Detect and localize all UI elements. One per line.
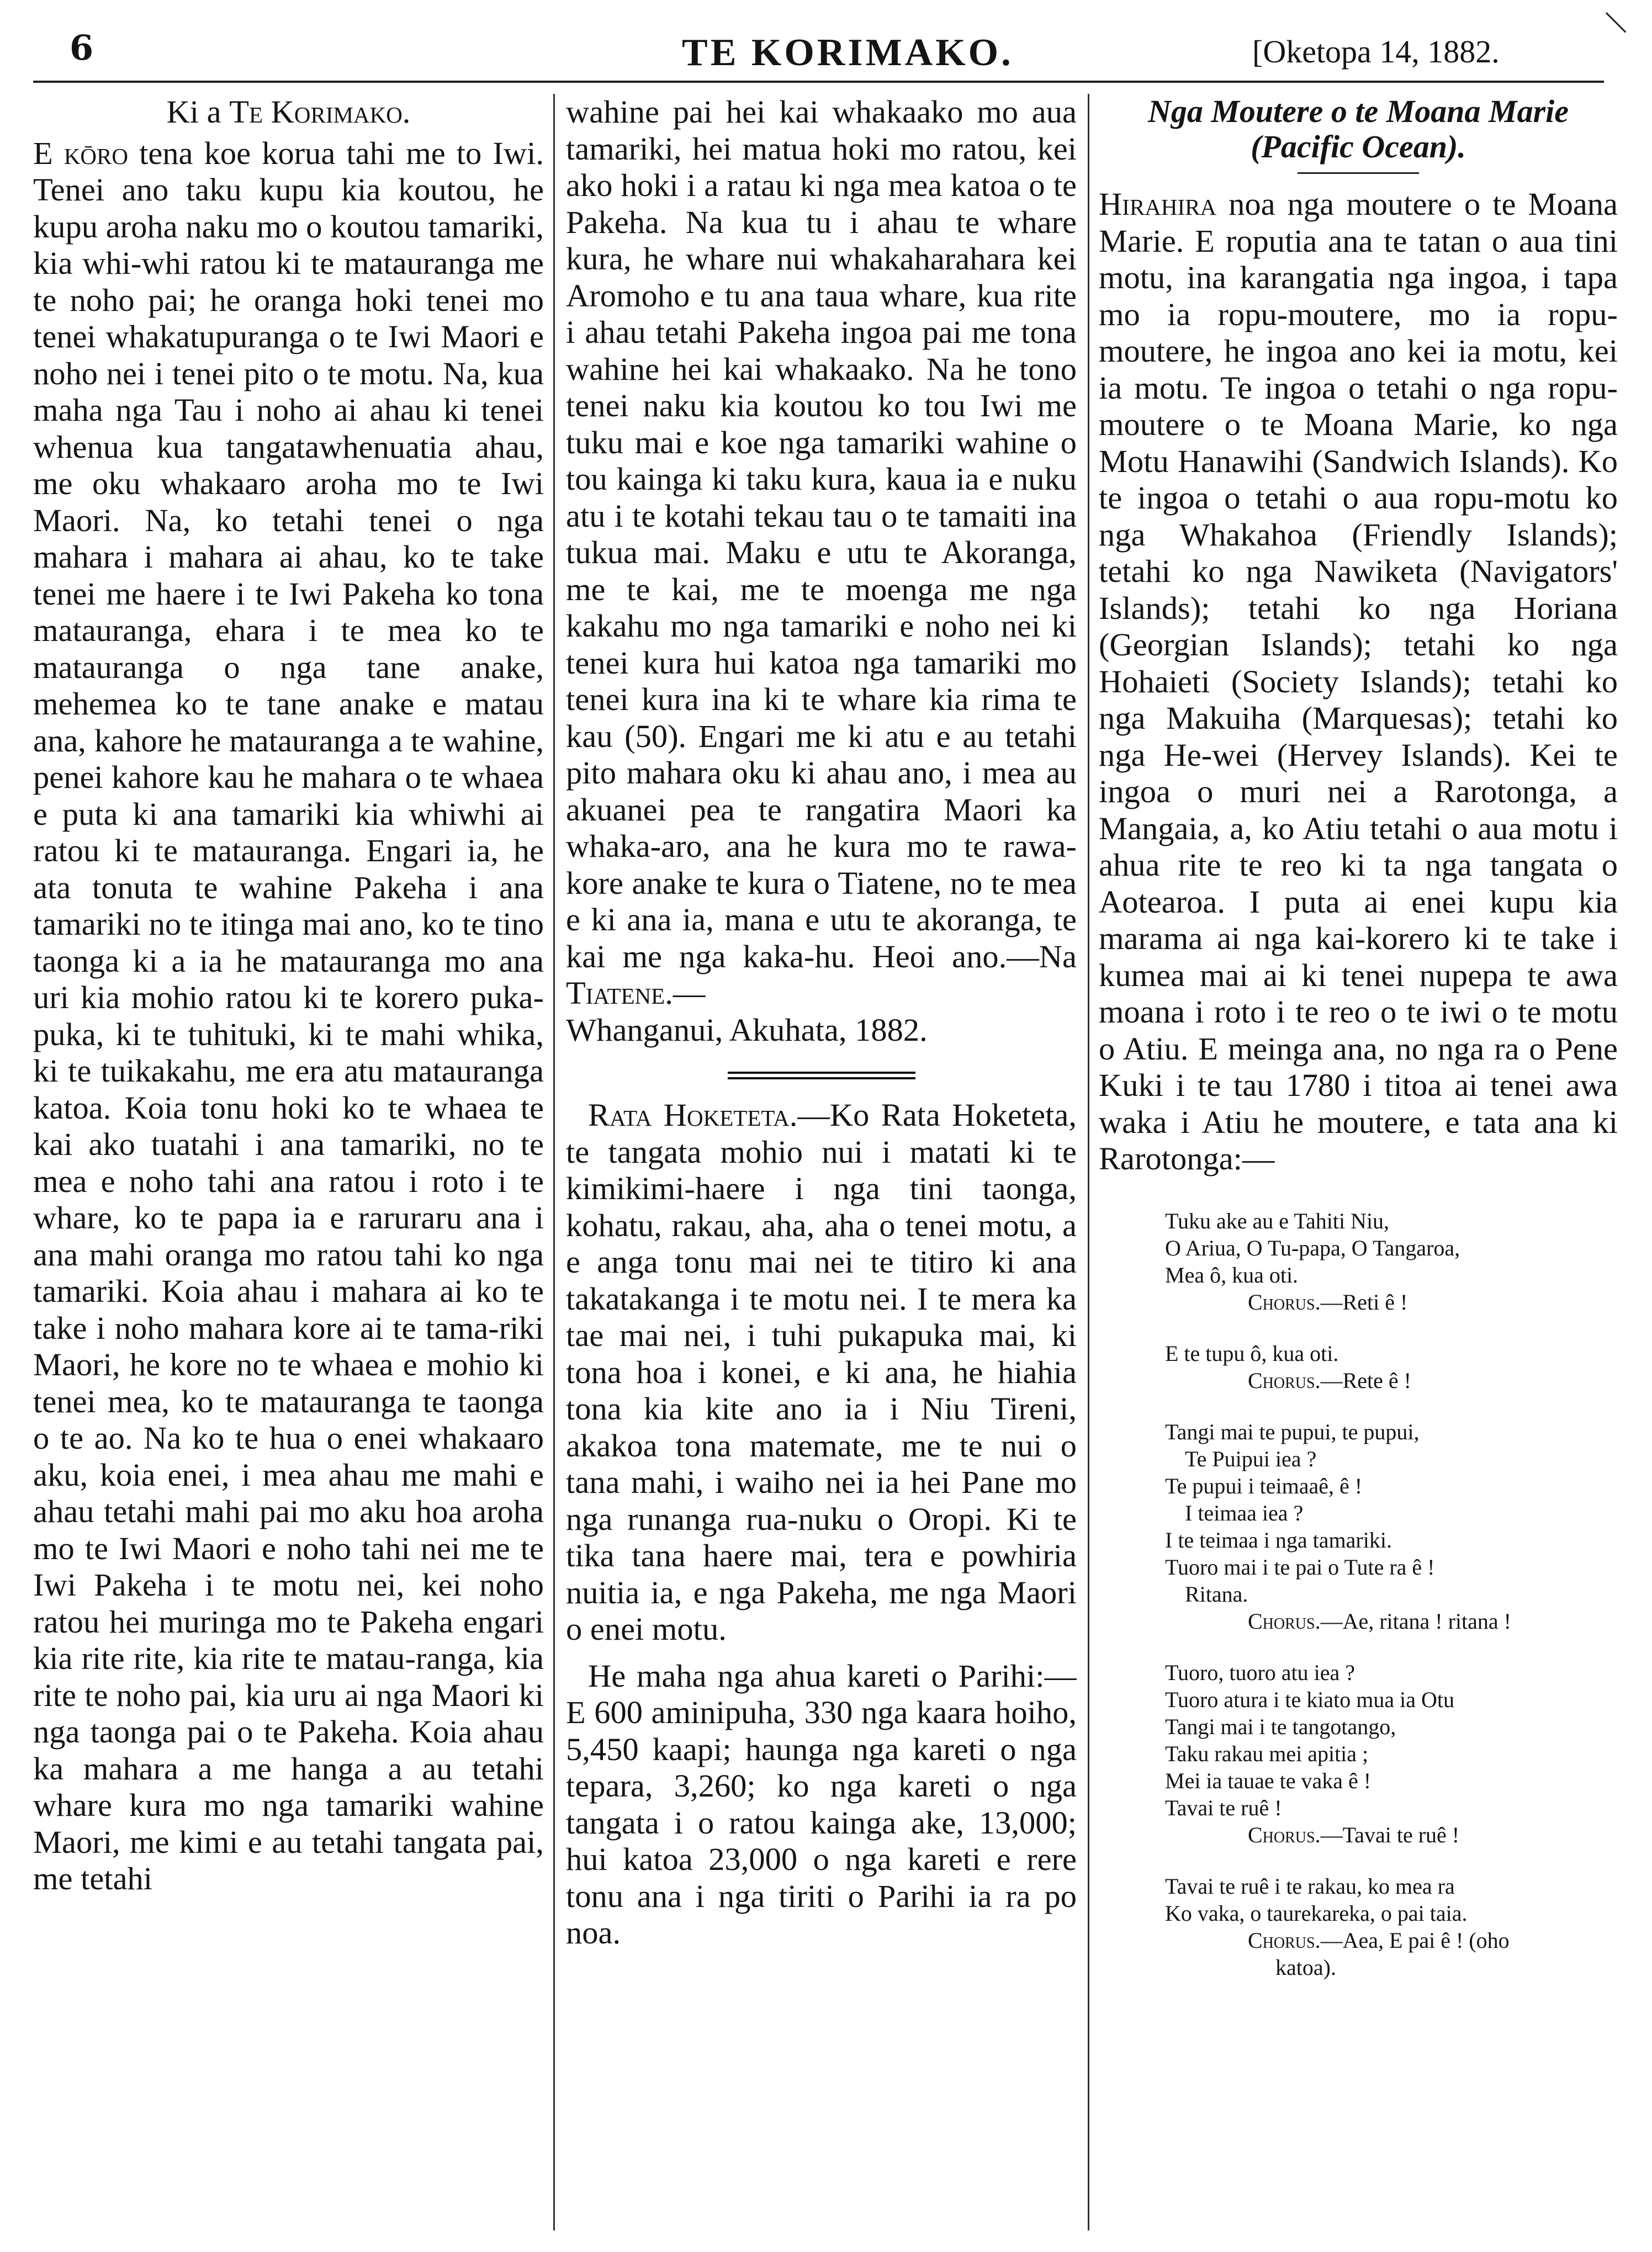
chorus-line: [1165, 1289, 1618, 1316]
chant-line: Tuoro mai i te pai o Tute ra ê !: [1165, 1554, 1435, 1580]
header-rule: [33, 81, 1604, 83]
column-divider: [1088, 94, 1089, 2230]
rata-article: [566, 1097, 1077, 1648]
chant-stanza: [1165, 1207, 1618, 1316]
chorus-label: Chorus: [1248, 1368, 1315, 1393]
chant-line: Mei ia tauae te vaka ê !: [1165, 1768, 1372, 1793]
islands-heading: Nga Moutere o te Moana Marie: [1147, 94, 1569, 129]
rata-title: Rata Hoketeta: [588, 1097, 790, 1133]
islands-article: [1099, 186, 1618, 1178]
chorus-text: .—Aea, E pai ê ! (oho: [1315, 1927, 1510, 1953]
chant-line: Tangi mai i te tangotango,: [1165, 1714, 1396, 1739]
page-header: [33, 21, 1604, 74]
chant-line: Te pupui i teimaaê, ê !: [1165, 1473, 1363, 1498]
chant-stanza: [1165, 1873, 1618, 1981]
chant-line: I te teimaa i nga tamariki.: [1165, 1527, 1392, 1552]
chorus-label: Chorus: [1248, 1608, 1315, 1634]
chant-line: I teimaa iea ?: [1185, 1500, 1304, 1525]
letter-body: [33, 135, 544, 1898]
chorus-text: .—Tavai te ruê !: [1315, 1822, 1460, 1847]
letter-continuation: [566, 94, 1077, 1012]
chant-stanza: [1165, 1418, 1618, 1635]
chant-line: E te tupu ô, kua oti.: [1165, 1340, 1339, 1366]
chant-line: Te Puipui iea ?: [1185, 1446, 1317, 1471]
chorus-label: Chorus: [1248, 1289, 1315, 1315]
chant-line: Ritana.: [1185, 1581, 1248, 1607]
heading-rule: [1298, 172, 1419, 174]
chant-line: Taku rakau mei apitia ;: [1165, 1741, 1369, 1766]
chorus-line: [1165, 1927, 1618, 1954]
chant-line: Tuku ake au e Tahiti Niu,: [1165, 1208, 1390, 1233]
letter-opening: E kōro: [33, 135, 128, 171]
chant-line: O Ariua, O Tu-papa, O Tangaroa,: [1165, 1235, 1460, 1260]
page-number: 6: [70, 28, 94, 68]
chorus-label: Chorus: [1248, 1822, 1315, 1847]
chant-stanza: [1165, 1340, 1618, 1394]
letter-heading-name: Te Korimako.: [229, 94, 411, 130]
letter-heading-prefix: Ki a: [166, 94, 230, 130]
chant-line: Tavai te ruê i te rakau, ko mea ra: [1165, 1873, 1455, 1899]
letter-continued-text: wahine pai hei kai whakaako mo aua tamariki, hei matua hoki mo ratou, kei ako hoki i a ratau ki nga mea katoa o te Pakeha. Na kua tu i ahau te whare kura, he whare nui whakaharahara kei Aromoho e tu ana taua whare, kua rite i ahau tetahi Pakeha ingoa pai me tona wahine hei kai whakaako. Na he tono tenei naku kia koutou ko tou Iwi me tuku mai e koe nga tamariki wahine o tou kainga ki taku kura, kaua ia e nuku atu i te kotahi tekau tau o te tamaiti ina tukua mai. Maku e utu te Akoranga, me te kai, me te moenga me nga kakahu mo nga tamariki e noho nei ki tenei kura hui katoa nga tamariki mo tenei kura ina ki te whare kia rima te kau (50). Engari me ki atu e au tetahi pito mahara oku ki ahau ano, i mea au akuanei pea te rangatira Maori ka whaka-aro, ana he kura mo te rawa-kore anake te kura o Tiatene, no te mea e ki ana ia, mana e utu te akoranga, te kai me nga kaka-hu. Heoi ano.—Na: [566, 94, 1077, 974]
letter-text: tena koe korua tahi me to Iwi. Tenei ano taku kupu kia koutou, he kupu aroha naku mo o koutou tamariki, kia whi-whi ratou ki te matauranga me te noho pai; he oranga hoki tenei mo tenei whakatupuranga o te Iwi Maori e noho nei i tenei pito o te motu. Na, kua maha nga Tau i noho ai ahau ki tenei whenua kua tangatawhenuatia ahau, me oku whakaaro aroha mo te Iwi Maori. Na, ko tetahi tenei o nga mahara i mahara ai ahau, ko te take tenei me haere i te Iwi Pakeha ko tona matauranga, ehara i te mea ko te matauranga o nga tane anake, mehemea ko te tane anake e matau ana, kahore he matauranga a te wahine, penei kahore kau he mahara o te whaea e puta ki ana tamariki kia whiwhi ai ratou ki te matauranga. Engari ia, he ata tonuta te wahine Pakeha i ana tamariki no te itinga mai ano, ko te tino taonga ki a ia he matauranga mo ana uri kia mohio ratou ki te korero puka-puka, ki te tuhituki, ki te mahi whika, ki te tuikakahu, me era atu matauranga katoa. Koia tonu hoki ko te whaea te kai ako tuatahi i ana tamariki, no te mea e noho tahi ana ratou i roto i te whare, ko te papa ia e raruraru ana i ana mahi oranga mo ratou tahi ko nga tamariki. Koia ahau i mahara ai ko te take i noho mahara kore ai te tama-riki Maori, he kore no te whaea e mohio ki tenei mea, ko te matauranga te taonga o te ao. Na ko te hua o enei whakaaro aku, koia enei, i mea ahau me mahi e ahau tetahi mahi pai mo aku hoa aroha mo te Iwi Maori e noho tahi nei me te Iwi Pakeha i te motu nei, kei noho ratou hei muringa mo te Pakeha engari kia rite rite, kia rite te matau-ranga, kia rite te noho pai, kia uru ai nga Maori ki nga taonga pai o te Pakeha. Koia ahau ka mahara a me hanga a au tetahi whare kura mo nga tamariki wahine Maori, me kimi e au tetahi tangata pai, me tetahi: [33, 135, 544, 1896]
newspaper-title: TE KORIMAKO.: [682, 31, 1014, 74]
chorus-tail: katoa).: [1275, 1954, 1336, 1980]
chant-line: Tuoro atura i te kiato mua ia Otu: [1165, 1687, 1454, 1712]
chant-line: Tuoro, tuoro atu iea ?: [1165, 1660, 1356, 1685]
column-divider: [553, 94, 555, 2230]
islands-subheading: (Pacific Ocean).: [1251, 129, 1466, 165]
chorus-line: [1165, 1608, 1618, 1635]
corner-mark: [1606, 12, 1626, 33]
rata-text: .—Ko Rata Hoketeta, te tangata mohio nui i matati ki te kimikimi-haere i nga tini taonga, kohatu, rakau, aha, aha o tenei motu, a e anga tonu mai nei te titiro ki ana takatakanga i te motu nei. I te mera ka tae mai nei, i tuhi pukapuka mai, ki tona hoa i konei, e ki ana, he hiahia tona kia kite ano ia i Niu Tireni, akakoa tona matemate, me te nui o tana mahi, i waiho nei ia hei Pane mo nga runanga rua-nuku o Oropi. Ki te tika tana haere mai, tera e powhiria nuitia ia, e nga Pakeha, me nga Maori o enei motu.: [566, 1097, 1077, 1647]
letter-signature: Tiatene: [566, 975, 665, 1011]
chant-stanza: [1165, 1659, 1618, 1848]
chorus-label: Chorus: [1248, 1927, 1315, 1953]
column-2: [566, 94, 1077, 2230]
letter-heading: [33, 94, 544, 131]
chant: [1099, 1207, 1618, 1981]
paris-text: He maha nga ahua kareti o Parihi:—E 600 aminipuha, 330 nga kaara hoiho, 5,450 kaapi; haunga nga kareti o nga tepara, 3,260; ko nga kareti o nga tangata i o ratou kainga ake, 13,000; hui katoa 23,000 o nga kareti e rere tonu ana i nga tiriti o Parihi ia ra po noa.: [566, 1657, 1077, 1951]
chorus-text: .—Rete ê !: [1315, 1368, 1411, 1393]
issue-date: [Oketopa 14, 1882.: [1252, 34, 1500, 70]
chorus-line: [1165, 1821, 1618, 1848]
paris-article: [566, 1658, 1077, 1952]
chant-line: Tangi mai te pupui, te pupui,: [1165, 1419, 1420, 1444]
letter-place-date: Whanganui, Akuhata, 1882.: [566, 1011, 928, 1048]
section-divider: [728, 1072, 915, 1079]
islands-opening: Hirahira: [1099, 186, 1217, 222]
signoff-dash: .—: [665, 975, 706, 1011]
chant-line: Ko vaka, o taurekareka, o pai taia.: [1165, 1900, 1468, 1926]
chorus-line: [1165, 1367, 1618, 1394]
chorus-text: .—Ae, ritana ! ritana !: [1315, 1608, 1511, 1634]
chant-line: Tavai te ruê !: [1165, 1795, 1282, 1820]
islands-text: noa nga moutere o te Moana Marie. E roputia ana te tatan o aua tini motu, ina karangatia nga ingoa, i tapa mo ia ropu-moutere, mo ia ropu-moutere, he ingoa ano kei ia motu, kei ia motu. Te ingoa o tetahi o nga ropu-moutere o te Moana Marie, ko nga Motu Hanawihi (Sandwich Islands). Ko te ingoa o tetahi o aua ropu-motu ko nga Whakahoa (Friendly Islands); tetahi ko nga Nawiketa (Navigators' Islands); tetahi ko nga Horiana (Georgian Islands); tetahi ko nga Hohaieti (Society Islands); tetahi ko nga Makuiha (Marquesas); tetahi ko nga He-wei (Hervey Islands). Kei te ingoa o muri nei a Rarotonga, a Mangaia, a, ko Atiu tetahi o aua motu i ahua rite te reo ki ta nga tangata o Aotearoa. I puta ai enei kupu kia marama ai nga kai-korero ki te take i kumea mai ai ki tenei nupepa te awa moana i roto i te reo o te iwi o te motu o Atiu. E meinga ana, no nga ra o Pene Kuki i te tau 1780 i titoa ai tenei awa waka i Atiu he moutere, e tata ana ki Rarotonga:—: [1099, 186, 1618, 1177]
column-3: [1099, 94, 1618, 2230]
chorus-text: .—Reti ê !: [1315, 1289, 1408, 1315]
column-1: [33, 94, 544, 2230]
chant-line: Mea ô, kua oti.: [1165, 1262, 1299, 1287]
